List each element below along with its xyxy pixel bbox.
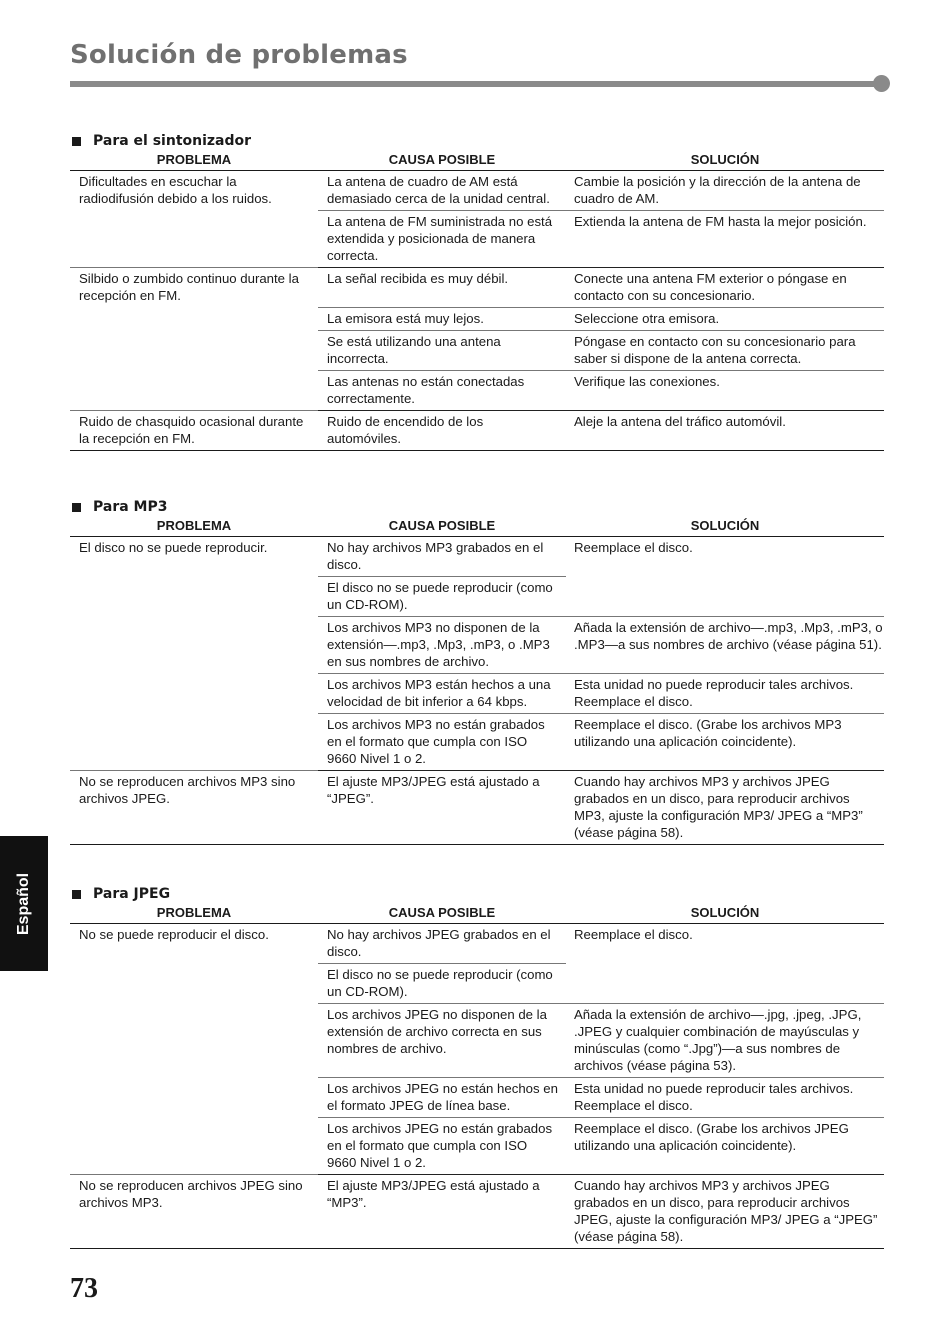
cause-cell: La antena de FM suministrada no está extendida y posicionada de manera correcta. (318, 211, 566, 268)
solution-cell: Extienda la antena de FM hasta la mejor posición. (566, 211, 884, 268)
table-row (70, 771, 884, 845)
solution-column-header: SOLUCIÓN (566, 150, 884, 171)
cause-cell: No hay archivos MP3 grabados en el disco. (318, 537, 566, 577)
cause-cell: Los archivos MP3 están hechos a una velocidad de bit inferior a 64 kbps. (318, 674, 566, 714)
page-number: 73 (70, 1273, 98, 1304)
solution-cell: Conecte una antena FM exterior o póngase en contacto con su concesionario. (566, 268, 884, 308)
table-body (70, 537, 884, 845)
problem-cell: Ruido de chasquido ocasional durante la recepción en FM. (70, 411, 318, 451)
cause-cell: La antena de cuadro de AM está demasiado cerca de la unidad central. (318, 171, 566, 211)
solution-cell: Verifique las conexiones. (566, 371, 884, 411)
solution-column-header: SOLUCIÓN (566, 903, 884, 924)
cause-cell: Ruido de encendido de los automóviles. (318, 411, 566, 451)
cause-cell: El ajuste MP3/JPEG está ajustado a “JPEG”. (318, 771, 566, 845)
section-heading (70, 498, 884, 516)
table-body (70, 171, 884, 451)
title-rule-dot (873, 75, 890, 92)
cause-cell: Los archivos MP3 no están grabados en el formato que cumpla con ISO 9660 Nivel 1 o 2. (318, 714, 566, 771)
cause-cell: La señal recibida es muy débil. (318, 268, 566, 308)
cause-column-header: CAUSA POSIBLE (318, 903, 566, 924)
problem-column-header: PROBLEMA (70, 516, 318, 537)
solution-cell: Reemplace el disco. (Grabe los archivos JPEG utilizando una aplicación coincidente). (566, 1118, 884, 1175)
section-heading-text: Para MP3 (93, 499, 168, 515)
section-heading-text: Para el sintonizador (93, 133, 252, 149)
bullet-square-icon (72, 890, 81, 899)
table-header-row (70, 150, 884, 171)
solution-cell: Cambie la posición y la dirección de la antena de cuadro de AM. (566, 171, 884, 211)
title-rule (70, 81, 878, 87)
table-row (70, 411, 884, 451)
solution-cell: Reemplace el disco. (566, 537, 884, 617)
bullet-square-icon (72, 503, 81, 512)
cause-cell: Los archivos JPEG no disponen de la extensión de archivo correcta en sus nombres de archivo. (318, 1004, 566, 1078)
problem-cell: Silbido o zumbido continuo durante la recepción en FM. (70, 268, 318, 411)
solution-column-header: SOLUCIÓN (566, 516, 884, 537)
problem-column-header: PROBLEMA (70, 150, 318, 171)
section-heading-text: Para JPEG (93, 886, 171, 902)
table-header (70, 150, 884, 171)
cause-cell: No hay archivos JPEG grabados en el disco. (318, 924, 566, 964)
problem-cell: No se reproducen archivos MP3 sino archivos JPEG. (70, 771, 318, 845)
table-body (70, 924, 884, 1249)
solution-cell: Cuando hay archivos MP3 y archivos JPEG grabados en un disco, para reproducir archivos JPEG, ajuste la configuración MP3/ JPEG a “JPEG” (véase página 58). (566, 1175, 884, 1249)
cause-cell: Los archivos JPEG no están grabados en el formato que cumpla con ISO 9660 Nivel 1 o 2. (318, 1118, 566, 1175)
table-row (70, 1175, 884, 1249)
solution-cell: Póngase en contacto con su concesionario para saber si dispone de la antena correcta. (566, 331, 884, 371)
problem-cell: No se puede reproducir el disco. (70, 924, 318, 1175)
section-tuner (70, 132, 884, 451)
solution-cell: Cuando hay archivos MP3 y archivos JPEG grabados en un disco, para reproducir archivos MP3, ajuste la configuración MP3/ JPEG a “MP3” (véase página 58). (566, 771, 884, 845)
page-title: Solución de problemas (70, 40, 408, 70)
section-mp3 (70, 498, 884, 845)
table-row (70, 268, 884, 308)
table-header-row (70, 903, 884, 924)
troubleshooting-table (70, 150, 884, 451)
cause-cell: Los archivos JPEG no están hechos en el formato JPEG de línea base. (318, 1078, 566, 1118)
solution-cell: Reemplace el disco. (Grabe los archivos MP3 utilizando una aplicación coincidente). (566, 714, 884, 771)
table-header (70, 903, 884, 924)
problem-cell: Dificultades en escuchar la radiodifusión debido a los ruidos. (70, 171, 318, 268)
cause-cell: El disco no se puede reproducir (como un CD-ROM). (318, 577, 566, 617)
cause-cell: Las antenas no están conectadas correctamente. (318, 371, 566, 411)
cause-cell: Los archivos MP3 no disponen de la extensión—.mp3, .Mp3, .mP3, o .MP3 en sus nombres de archivo. (318, 617, 566, 674)
cause-cell: El ajuste MP3/JPEG está ajustado a “MP3”. (318, 1175, 566, 1249)
solution-cell: Reemplace el disco. (566, 924, 884, 1004)
side-tab-label: Español (15, 872, 32, 936)
table-header-row (70, 516, 884, 537)
cause-cell: El disco no se puede reproducir (como un CD-ROM). (318, 964, 566, 1004)
bullet-square-icon (72, 137, 81, 146)
section-heading (70, 132, 884, 150)
cause-cell: Se está utilizando una antena incorrecta. (318, 331, 566, 371)
problem-cell: El disco no se puede reproducir. (70, 537, 318, 771)
table-row (70, 924, 884, 964)
cause-column-header: CAUSA POSIBLE (318, 516, 566, 537)
problem-column-header: PROBLEMA (70, 903, 318, 924)
table-header (70, 516, 884, 537)
cause-column-header: CAUSA POSIBLE (318, 150, 566, 171)
solution-cell: Aleje la antena del tráfico automóvil. (566, 411, 884, 451)
troubleshooting-table (70, 516, 884, 845)
solution-cell: Añada la extensión de archivo—.mp3, .Mp3, .mP3, o .MP3—a sus nombres de archivo (véase página 51). (566, 617, 884, 674)
solution-cell: Esta unidad no puede reproducir tales archivos. Reemplace el disco. (566, 1078, 884, 1118)
cause-cell: La emisora está muy lejos. (318, 308, 566, 331)
solution-cell: Seleccione otra emisora. (566, 308, 884, 331)
section-jpeg (70, 885, 884, 1249)
problem-cell: No se reproducen archivos JPEG sino archivos MP3. (70, 1175, 318, 1249)
table-row (70, 537, 884, 577)
section-heading (70, 885, 884, 903)
solution-cell: Esta unidad no puede reproducir tales archivos. Reemplace el disco. (566, 674, 884, 714)
language-side-tab (0, 836, 48, 971)
table-row (70, 171, 884, 211)
solution-cell: Añada la extensión de archivo—.jpg, .jpeg, .JPG, .JPEG y cualquier combinación de mayúsculas y minúsculas (como “.Jpg”)—a sus nombres de archivos (véase página 53). (566, 1004, 884, 1078)
troubleshooting-table (70, 903, 884, 1249)
